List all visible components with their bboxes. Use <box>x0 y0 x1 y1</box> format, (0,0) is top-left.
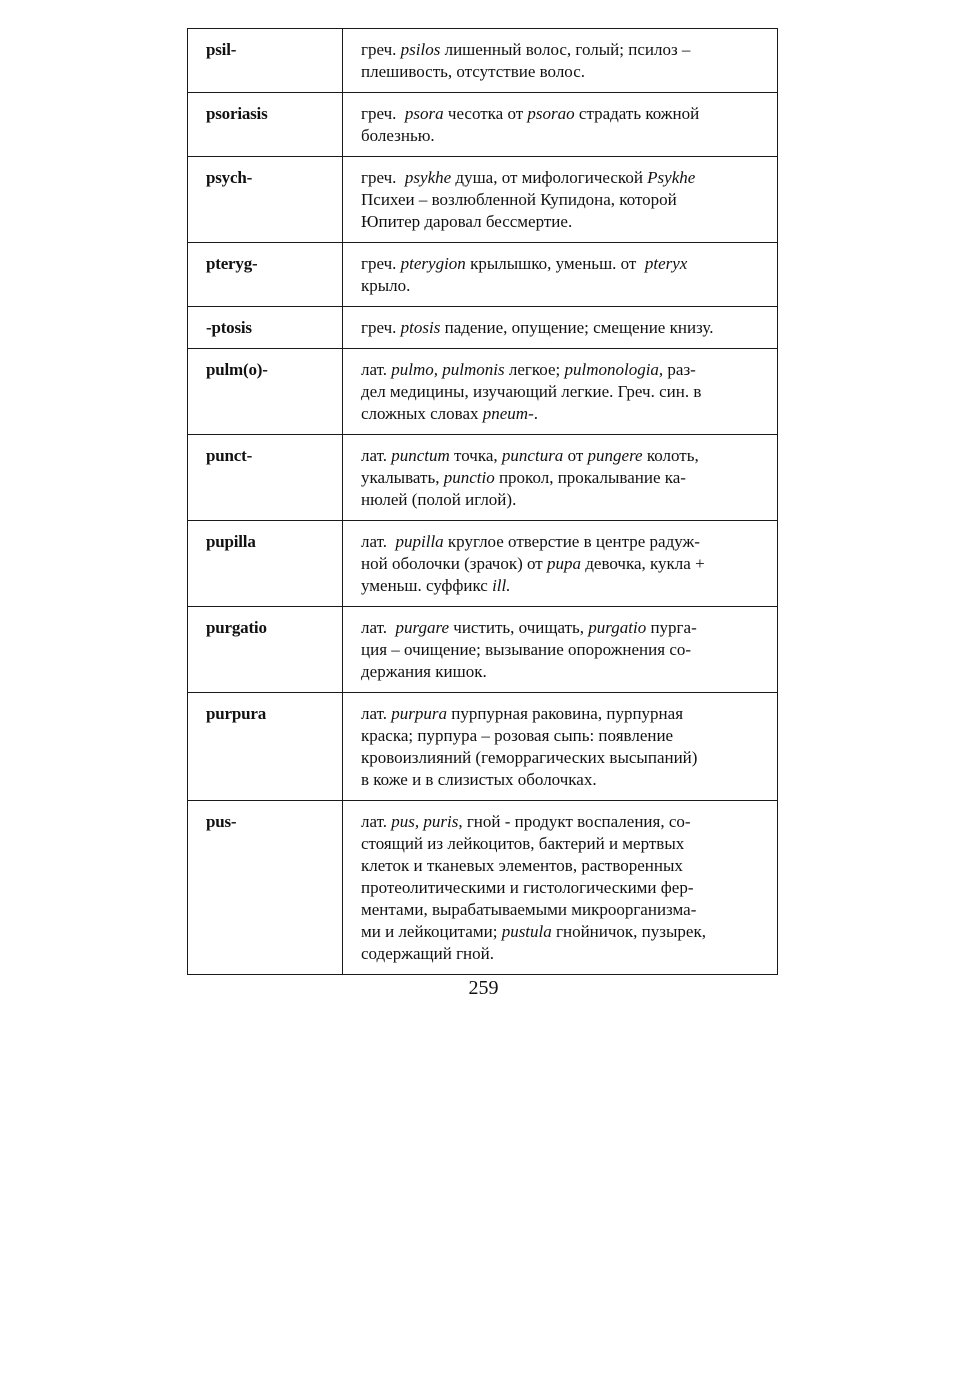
definition-line <box>361 531 769 553</box>
definition-line <box>361 769 769 791</box>
definition-line <box>361 61 769 83</box>
glossary-term: pteryg- <box>188 243 343 307</box>
definition-line <box>361 403 769 425</box>
definition-text: греч. <box>361 104 405 123</box>
definition-text: стоящий из лейкоцитов, бактерий и мертвых <box>361 834 685 853</box>
definition-text: крылышко, уменьш. от <box>465 254 645 273</box>
latin-term: pupilla <box>395 532 444 551</box>
definition-text: Юпитер даровал бессмертие. <box>361 212 573 231</box>
definition-text: чесотка от <box>443 104 528 123</box>
latin-term: purgatio <box>588 618 647 637</box>
definition-text: точка, <box>449 446 502 465</box>
definition-line <box>361 575 769 597</box>
latin-term: psora <box>404 104 444 123</box>
latin-term: purgare <box>395 618 450 637</box>
definition-text: колоть, <box>642 446 699 465</box>
glossary-term: pulm(o)- <box>188 349 343 435</box>
definition-text: греч. <box>361 168 405 187</box>
glossary-table <box>187 28 778 975</box>
latin-term: pneum- <box>482 404 534 423</box>
glossary-term: psych- <box>188 157 343 243</box>
definition-text: ной оболочки (зрачок) от <box>361 554 547 573</box>
definition-line <box>361 833 769 855</box>
latin-term: ill. <box>492 576 511 595</box>
glossary-row <box>188 307 778 349</box>
definition-line <box>361 103 769 125</box>
definition-text: лишенный волос, голый; псилоз – <box>440 40 691 59</box>
glossary-definition <box>343 157 778 243</box>
definition-line <box>361 167 769 189</box>
glossary-term: pupilla <box>188 521 343 607</box>
latin-term: psilos <box>400 40 441 59</box>
definition-text: лат. <box>361 812 392 831</box>
definition-text: греч. <box>361 318 401 337</box>
definition-text: плешивость, отсутствие волос. <box>361 62 586 81</box>
glossary-row <box>188 801 778 975</box>
latin-term: pterygion <box>400 254 466 273</box>
definition-text: греч. <box>361 40 401 59</box>
definition-text: душа, от мифологической <box>451 168 648 187</box>
definition-text: от <box>563 446 588 465</box>
definition-text: прокол, прокалывание ка- <box>494 468 686 487</box>
definition-text: дел медицины, изучающий легкие. Греч. син. в <box>361 382 702 401</box>
definition-text: легкое; <box>504 360 565 379</box>
latin-term: ptosis <box>400 318 441 337</box>
glossary-row <box>188 435 778 521</box>
glossary-row <box>188 521 778 607</box>
definition-line <box>361 381 769 403</box>
glossary-definition <box>343 29 778 93</box>
definition-text: лат. <box>361 618 396 637</box>
definition-line <box>361 703 769 725</box>
definition-text: нюлей (полой иглой). <box>361 490 517 509</box>
definition-text: краска; пурпура – розовая сыпь: появление <box>361 726 674 745</box>
definition-text: лат. <box>361 532 396 551</box>
latin-term: psorao <box>527 104 575 123</box>
definition-line <box>361 359 769 381</box>
definition-text: круглое отверстие в центре радуж- <box>443 532 700 551</box>
definition-text: чистить, очищать, <box>449 618 589 637</box>
definition-text: пурга- <box>646 618 697 637</box>
definition-line <box>361 855 769 877</box>
latin-term: pulmonologia, <box>564 360 664 379</box>
latin-term: pus, puris <box>391 812 459 831</box>
definition-line <box>361 253 769 275</box>
definition-line <box>361 553 769 575</box>
definition-text: ция – очищение; вызывание опорожнения со- <box>361 640 692 659</box>
latin-term: pulmo, pulmonis <box>391 360 505 379</box>
definition-text: держания кишок. <box>361 662 487 681</box>
glossary-definition <box>343 349 778 435</box>
definition-text: протеолитическими и гистологическими фер- <box>361 878 694 897</box>
glossary-term: punct- <box>188 435 343 521</box>
definition-text: ментами, вырабатываемыми микроорганизма- <box>361 900 697 919</box>
definition-line <box>361 899 769 921</box>
glossary-row <box>188 607 778 693</box>
glossary-body <box>188 29 778 975</box>
definition-line <box>361 811 769 833</box>
latin-term: punctio <box>443 468 495 487</box>
latin-term: pupa <box>547 554 581 573</box>
definition-text: пурпурная раковина, пурпурная <box>446 704 684 723</box>
definition-line <box>361 445 769 467</box>
glossary-definition <box>343 435 778 521</box>
definition-text: кровоизлияний (геморрагических высыпаний) <box>361 748 698 767</box>
definition-line <box>361 617 769 639</box>
definition-line <box>361 467 769 489</box>
definition-text: страдать кожной <box>574 104 700 123</box>
glossary-definition <box>343 243 778 307</box>
definition-line <box>361 661 769 683</box>
definition-line <box>361 125 769 147</box>
latin-term: pteryx <box>644 254 688 273</box>
glossary-term: pus- <box>188 801 343 975</box>
glossary-term: purpura <box>188 693 343 801</box>
definition-line <box>361 639 769 661</box>
definition-line <box>361 39 769 61</box>
glossary-definition <box>343 93 778 157</box>
glossary-definition <box>343 307 778 349</box>
definition-text: уменьш. суффикс <box>361 576 493 595</box>
definition-text: содержащий гной. <box>361 944 494 963</box>
definition-text: ми и лейкоцитами; <box>361 922 502 941</box>
glossary-row <box>188 349 778 435</box>
definition-text: в коже и в слизистых оболочках. <box>361 770 597 789</box>
glossary-term: psil- <box>188 29 343 93</box>
definition-line <box>361 943 769 965</box>
definition-text: крыло. <box>361 276 411 295</box>
definition-text: , гной - продукт воспаления, со- <box>458 812 691 831</box>
latin-term: purpura <box>391 704 447 723</box>
glossary-row <box>188 693 778 801</box>
glossary-row <box>188 157 778 243</box>
definition-line <box>361 747 769 769</box>
latin-term: punctura <box>501 446 564 465</box>
definition-text: лат. <box>361 360 392 379</box>
definition-line <box>361 211 769 233</box>
definition-line <box>361 489 769 511</box>
latin-term: pustula <box>501 922 552 941</box>
definition-line <box>361 275 769 297</box>
glossary-term: psoriasis <box>188 93 343 157</box>
glossary-term: purgatio <box>188 607 343 693</box>
definition-text: греч. <box>361 254 401 273</box>
definition-line <box>361 877 769 899</box>
glossary-definition <box>343 693 778 801</box>
definition-text: раз- <box>663 360 696 379</box>
glossary-definition <box>343 521 778 607</box>
definition-line <box>361 725 769 747</box>
page-number: 259 <box>468 977 499 999</box>
definition-text: девочка, кукла + <box>581 554 705 573</box>
glossary-definition <box>343 607 778 693</box>
glossary-term: -ptosis <box>188 307 343 349</box>
latin-term: pungere <box>587 446 643 465</box>
latin-term: punctum <box>391 446 450 465</box>
definition-text: . <box>533 404 538 423</box>
definition-text: падение, опущение; смещение книзу. <box>440 318 714 337</box>
definition-text: гнойничок, пузырек, <box>551 922 706 941</box>
definition-text: клеток и тканевых элементов, растворенных <box>361 856 683 875</box>
definition-line <box>361 317 769 339</box>
glossary-row <box>188 29 778 93</box>
latin-term: psykhe <box>404 168 452 187</box>
glossary-row <box>188 243 778 307</box>
definition-text: лат. <box>361 704 392 723</box>
definition-line <box>361 921 769 943</box>
glossary-row <box>188 93 778 157</box>
definition-line <box>361 189 769 211</box>
latin-term: Psykhe <box>647 168 696 187</box>
definition-text: укалывать, <box>361 468 444 487</box>
glossary-definition <box>343 801 778 975</box>
definition-text: лат. <box>361 446 392 465</box>
definition-text: Психеи – возлюбленной Купидона, которой <box>361 190 677 209</box>
definition-text: сложных словах <box>361 404 483 423</box>
definition-text: болезнью. <box>361 126 435 145</box>
